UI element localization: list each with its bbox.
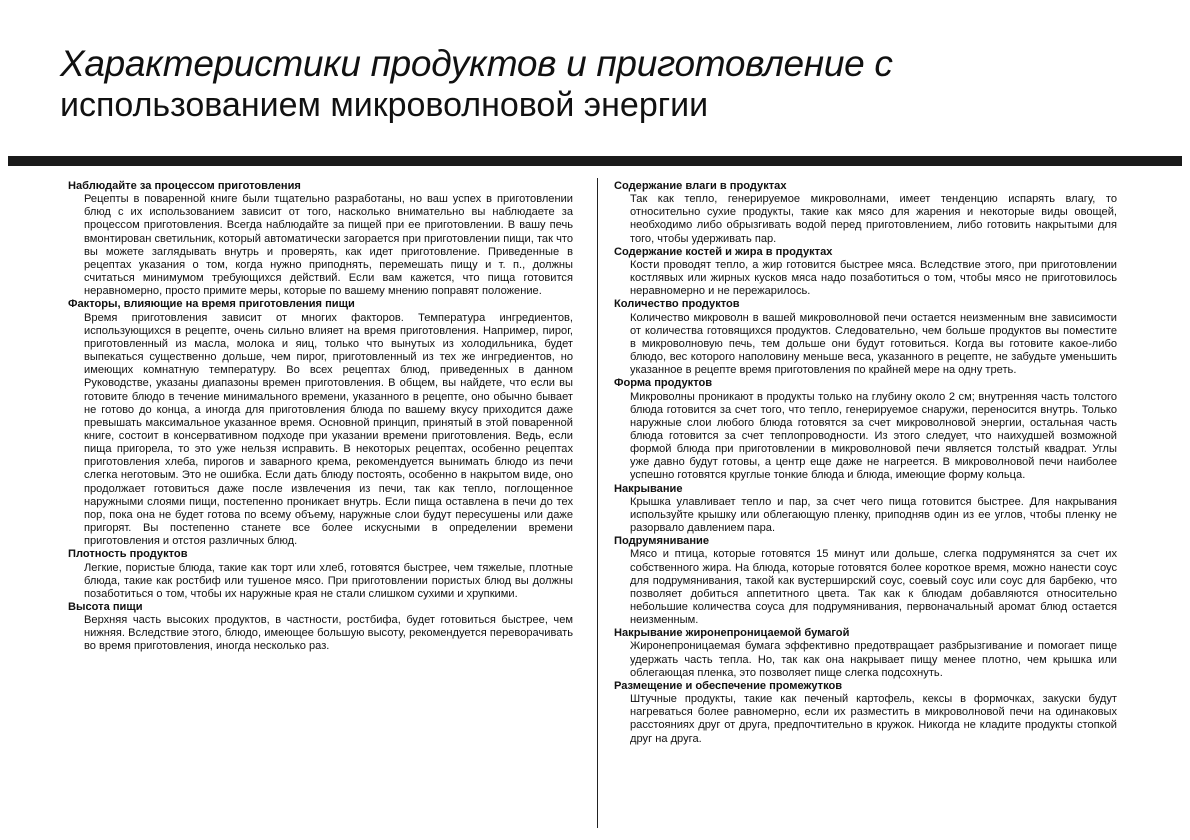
section-heading: Содержание влаги в продуктах — [614, 180, 787, 192]
page-title — [60, 44, 1160, 126]
section-food-shape — [614, 377, 1117, 482]
section-body: Крышка улавливает тепло и пар, за счет чего пища готовится быстрее. Для накрывания используйте крышку или облегающую пленку, приподняв один из ее углов, чтобы пленку не разорвало давлением пара. — [630, 495, 1117, 535]
section-heading: Размещение и обеспечение промежутков — [614, 679, 843, 692]
section-spacing — [614, 680, 1117, 746]
section-body: Рецепты в поваренной книге были тщательно разработаны, но ваш успех в приготовлении блюд с их использованием зависит от того, насколько внимательно вы наблюдаете за процессом приготовления. Всегда наблюдайте за пищей при ее приготовлении. В вашу печь вмонтирован светильник, который автоматически загорается при приготовлении пищи, так что вы можете заглядывать внутрь и проверять, как идет приготовление. Приведенные в рецептах указания о том, когда нужно приподнять, перемешать пищу и т. п., должны считаться минимумом требующихся действий. Если вам кажется, что пища готовится неравномерно, просто примите меры, которые по вашему мнению поправят положение. — [84, 193, 573, 298]
section-heading: Содержание костей и жира в продуктах — [614, 245, 833, 258]
section-browning — [614, 535, 1117, 627]
section-body: Жиронепроницаемая бумага эффективно предотвращает разбрызгивание и помогает пище удержать часть тепла. Но, так как она накрывает пищу менее плотно, чем крышка или облегающая пленка, это позволяет пище слегка подсохнуть. — [630, 640, 1117, 679]
section-body: Так как тепло, генерируемое микроволнами, имеет тенденцию испарять влагу, то относительно сухие продукты, такие как мясо для жарения и некоторые виды овощей, необходимо либо обрызгивать водой перед приготовлением, либо готовить накрытыми для того, чтобы удерживать пар. — [630, 193, 1117, 245]
section-heading: Наблюдайте за процессом приготовления — [68, 180, 301, 192]
column-divider — [597, 178, 598, 828]
section-heading: Форма продуктов — [614, 377, 713, 390]
title-line-2: использованием микроволновой энергии — [60, 86, 709, 124]
section-body: Количество микроволн в вашей микроволновой печи остается неизменным вне зависимости от количества готовящихся продуктов. Следовательно, чем больше продуктов вы поместите в микроволновую печь, тем дольше они будут готовиться. Когда вы готовите какое-либо блюдо, вес которого наполовину меньше веса, указанного в рецепте, не забудьте уменьшить указанное в рецепте время приготовления по крайней мере на одну треть. — [630, 311, 1117, 377]
section-heading: Накрывание жиронепроницаемой бумагой — [614, 627, 850, 640]
section-food-height — [68, 601, 573, 654]
section-body: Штучные продукты, такие как печеный картофель, кексы в формочках, закуски будут нагреваться более равномерно, если их разместить в микроволновой печи на одинаковых расстояниях друг от друга, предпочтительно в кружок. Никогда не кладите продукты стопкой друг на друга. — [630, 693, 1117, 745]
section-body: Время приготовления зависит от многих факторов. Температура ингредиентов, использующихся в рецепте, очень сильно влияет на время приготовления. Например, пирог, приготовленный из масла, молока и яиц, только что вынутых из холодильника, будет выпекаться существенно дольше, чем пирог, приготовленный из тех же ингредиентов, но имеющих комнатную температуру. Во всех рецептах блюд, приведенных в данном Руководстве, указаны диапазоны времен приготовления. В общем, вы найдете, что если вы готовите блюдо в течение минимального времени, указанного в рецепте, оно обычно бывает не готово до конца, а иногда для приготовления блюда по вашему вкусу приходится даже превышать максимальное указанное время. Основной принцип, принятый в этой поваренной книге, состоит в консервативном подходе при указании времени приготовления. Ведь, если пища пригорела, то это уже нельзя исправить. В некоторых рецептах, особенно рецептах приготовления хлеба, пирогов и заварного крема, рекомендуется вынимать блюдо из печи слегка неготовым. Это не ошибка. Если дать блюду постоять, особенно в накрытом виде, оно продолжает готовиться даже после извлечения из печи, так как тепло, поглощенное наружными слоями пищи, постепенно проникает внутрь. Если пища оставлена в печи до тех пор, пока она не будет готова по всему объему, наружные слои будут пересушены или даже пригорят. Вы постепенно станете все более искусными в определении времени приготовления и отстоя различных блюд. — [84, 311, 573, 548]
section-body: Верхняя часть высоких продуктов, в частности, ростбифа, будет готовиться быстрее, чем нижняя. Вследствие этого, блюдо, имеющее большую высоту, рекомендуется переворачивать во время приготовления, иногда несколько раз. — [84, 614, 573, 653]
section-body: Легкие, пористые блюда, такие как торт или хлеб, готовятся быстрее, чем тяжелые, плотные блюда, такие как ростбиф или тушеное мясо. При приготовлении пористых блюд вы должны позаботиться о том, чтобы их наружные края не стали слишком сухими и хрупкими. — [84, 561, 573, 600]
section-bones-fat — [614, 246, 1117, 299]
right-column — [614, 180, 1117, 746]
section-greaseproof-paper — [614, 627, 1117, 680]
section-quantity — [614, 298, 1117, 377]
section-body: Мясо и птица, которые готовятся 15 минут или дольше, слегка подрумянятся за счет их собственного жира. На блюда, которые готовятся более короткое время, можно нанести соус для подрумянивания, такой как вустерширский соус, соевый соус или соус для барбекю, что позволяет добиться аппетитного цвета. Так как к блюдам добавляются относительно небольшие количества соуса для подрумянивания, первоначальный аромат блюд остается неизменным. — [630, 548, 1117, 627]
section-body: Кости проводят тепло, а жир готовится быстрее мяса. Вследствие этого, при приготовлении костлявых или жирных кусков мяса надо позаботиться о том, чтобы мясо не приготовилось неравномерно и не пережарилось. — [630, 258, 1117, 298]
section-heading: Факторы, влияющие на время приготовления пищи — [68, 298, 355, 311]
section-heading: Количество продуктов — [614, 298, 740, 311]
section-heading: Высота пищи — [68, 601, 143, 613]
section-cooking-time-factors — [68, 298, 573, 548]
section-body: Микроволны проникают в продукты только на глубину около 2 см; внутренняя часть толстого блюда готовится за счет того, что тепло, генерируемое снаружи, переносится внутрь. Только наружные слои любого блюда готовятся за счет микроволновой энергии, остальная часть блюда готовится за счет теплопроводности. Из этого следует, что наихудшей возможной формой блюда при приготовлении в микроволновой печи является толстый квадрат. Углы уже давно будут готовы, а центр еще даже не нагреется. В микроволновой печи наиболее успешно готовятся круглые тонкие блюда и блюда, имеющие форму кольца. — [630, 390, 1117, 482]
section-moisture-content — [614, 180, 1117, 246]
section-heading: Накрывание — [614, 482, 683, 495]
section-observe-cooking — [68, 180, 573, 298]
left-column — [68, 180, 573, 654]
section-heading: Плотность продуктов — [68, 548, 188, 561]
header-rule — [8, 156, 1182, 166]
title-line-1: Характеристики продуктов и приготовление с — [60, 43, 893, 84]
section-heading: Подрумянивание — [614, 535, 710, 548]
section-food-density — [68, 548, 573, 601]
section-covering — [614, 483, 1117, 536]
